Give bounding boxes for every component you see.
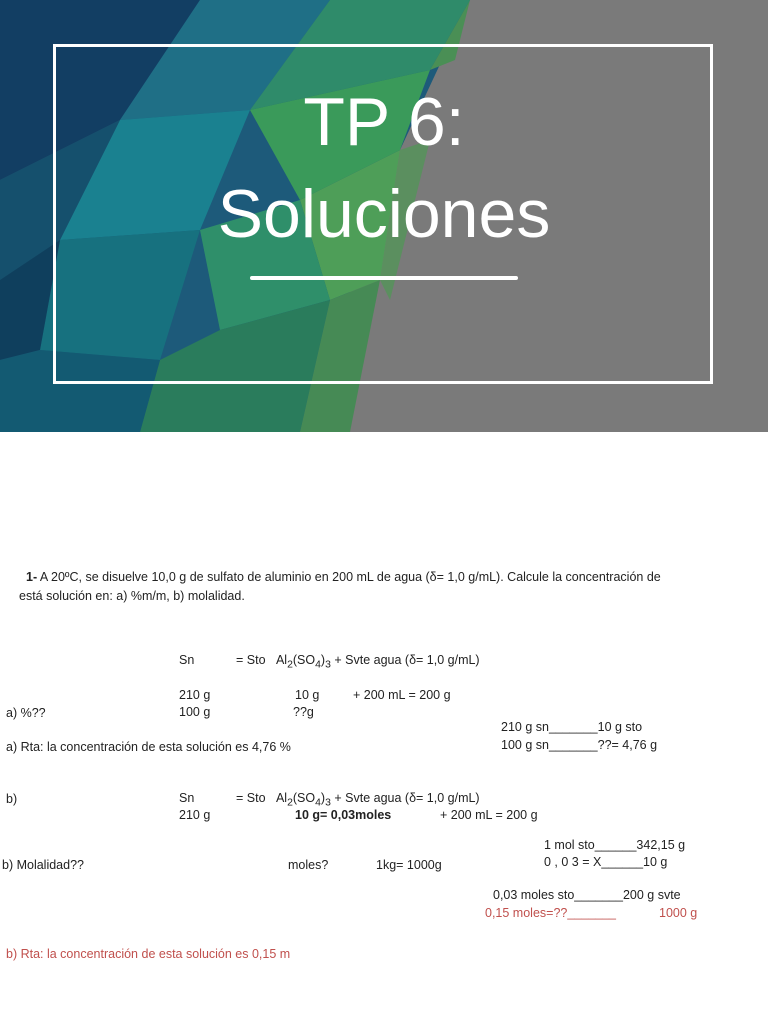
b-moles-question: moles? bbox=[288, 858, 329, 872]
a-answer: a) Rta: la concentración de esta solución es 4,76 % bbox=[6, 740, 291, 754]
b-calc-2-value: 1000 g bbox=[659, 906, 698, 920]
problem-line-1 bbox=[26, 570, 661, 585]
b-formula-sub-2: 2 bbox=[287, 797, 293, 809]
b-header-sn: Sn bbox=[179, 791, 195, 805]
b-row1-sto: 10 g= 0,03moles bbox=[295, 808, 392, 822]
a-row1-sto: 10 g bbox=[295, 688, 320, 702]
formula-so: (SO bbox=[292, 653, 316, 667]
title-underline bbox=[250, 276, 518, 280]
a-row1-svte: + 200 mL = 200 g bbox=[353, 688, 451, 702]
b-formula-sub-4: 4 bbox=[315, 797, 321, 809]
b-formula-so: (SO bbox=[292, 791, 316, 805]
problem-number: 1- bbox=[26, 570, 38, 584]
b-calc-2: 0,15 moles=??_______ bbox=[485, 906, 617, 920]
b-formula-sub-3: 3 bbox=[325, 797, 331, 809]
b-header-sto: = Sto bbox=[236, 791, 266, 805]
problem-line-2: está solución en: a) %m/m, b) molalidad. bbox=[19, 589, 245, 603]
a-header-formula bbox=[236, 653, 480, 672]
b-formula-close: ) bbox=[320, 791, 326, 805]
a-calc-2: 100 g sn_______??= 4,76 g bbox=[501, 738, 658, 752]
formula-sub-2: 2 bbox=[287, 659, 293, 671]
a-row1-sn: 210 g bbox=[179, 688, 211, 702]
b-calc-1: 0,03 moles sto_______200 g svte bbox=[493, 888, 681, 902]
a-header-sn: Sn bbox=[179, 653, 195, 667]
formula-sub-3: 3 bbox=[325, 659, 331, 671]
a-calc-1: 210 g sn_______10 g sto bbox=[501, 720, 643, 734]
b-header-rest: + Svte agua (δ= 1,0 g/mL) bbox=[330, 791, 480, 805]
b-mol-1: 1 mol sto______342,15 g bbox=[544, 838, 686, 852]
b-mol-2: 0 , 0 3 = X______10 g bbox=[544, 855, 668, 869]
b-row1-svte: + 200 mL = 200 g bbox=[440, 808, 538, 822]
b-label: b) bbox=[6, 792, 18, 806]
title-line-2: Soluciones bbox=[217, 176, 551, 252]
a-header-sto: = Sto bbox=[236, 653, 266, 667]
b-answer: b) Rta: la concentración de esta solución es 0,15 m bbox=[6, 947, 291, 961]
title-banner bbox=[0, 0, 768, 432]
formula-close: ) bbox=[320, 653, 326, 667]
b-formula-al: Al bbox=[275, 791, 288, 805]
formula-al: Al bbox=[275, 653, 288, 667]
a-label: a) %?? bbox=[6, 706, 46, 720]
formula-sub-4: 4 bbox=[315, 659, 321, 671]
a-row2-sn: 100 g bbox=[179, 705, 211, 719]
a-row2-sto: ??g bbox=[293, 705, 314, 719]
title-line-1: TP 6: bbox=[303, 84, 465, 160]
b-kg-conversion: 1kg= 1000g bbox=[376, 858, 442, 872]
b-row1-sn: 210 g bbox=[179, 808, 211, 822]
b-molality-label: b) Molalidad?? bbox=[2, 858, 84, 872]
problem-text-1: A 20ºC, se disuelve 10,0 g de sulfato de aluminio en 200 mL de agua (δ= 1,0 g/mL). Calcule la concentración de bbox=[37, 570, 661, 584]
a-header-rest: + Svte agua (δ= 1,0 g/mL) bbox=[330, 653, 480, 667]
